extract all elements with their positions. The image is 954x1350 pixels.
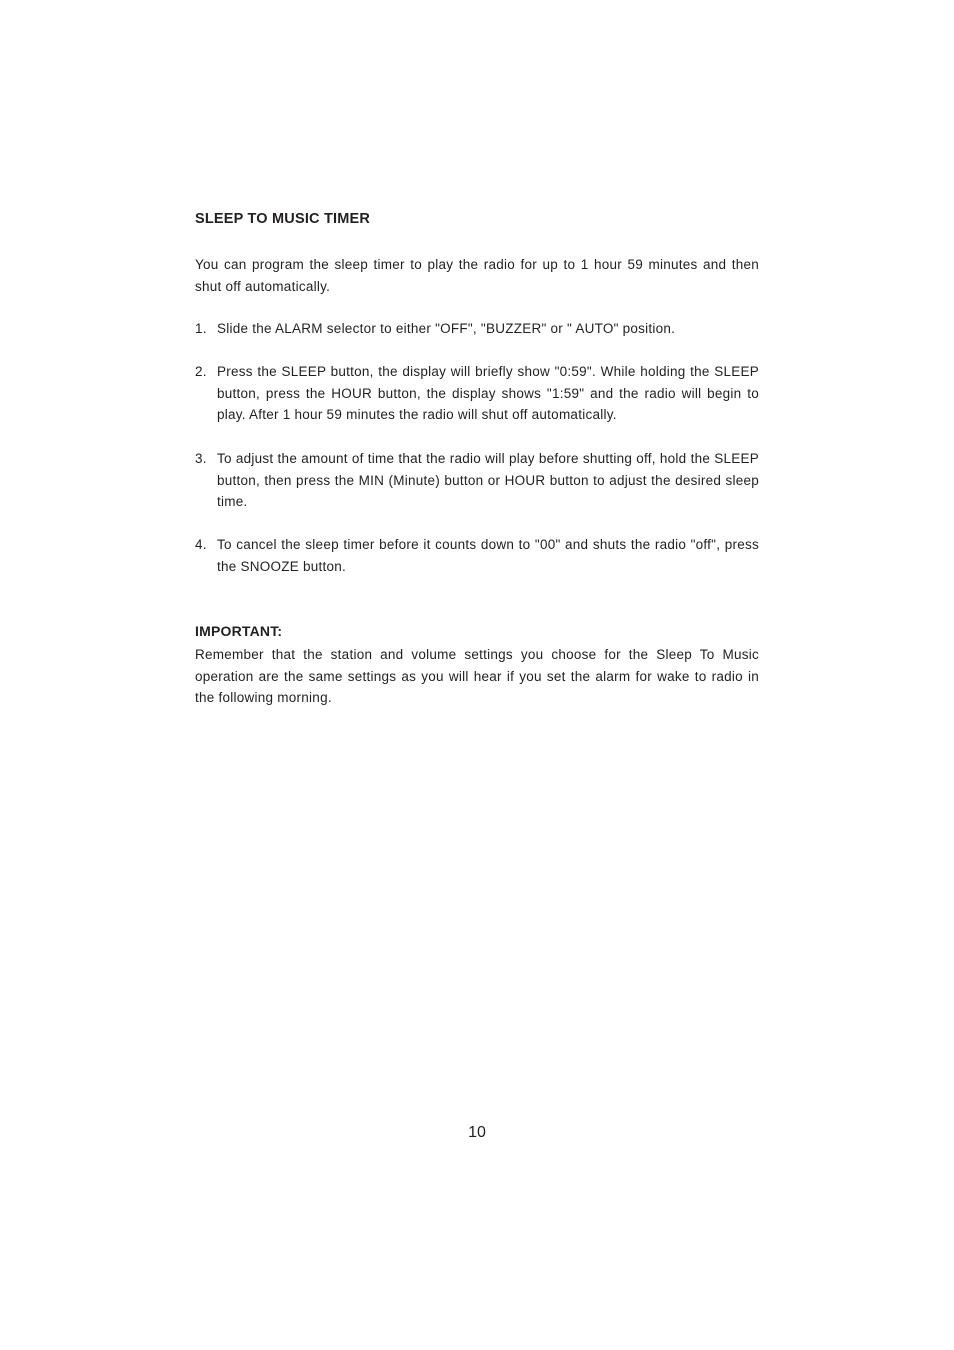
step-2-text: Press the SLEEP button, the display will briefly show "0:59". While holding the SLEEP button, press the HOUR button, the display shows "1:59" and the radio will begin to play. After 1 hour 59 minutes the radio will shut off automatically.: [217, 364, 759, 423]
intro-paragraph: You can program the sleep timer to play the radio for up to 1 hour 59 minutes and then shut off automatically.: [195, 257, 759, 294]
step-3-number: 3.: [195, 451, 207, 466]
step-1: [195, 318, 759, 340]
step-4-text: To cancel the sleep timer before it counts down to "00" and shuts the radio "off", press the SNOOZE button.: [217, 537, 759, 574]
step-2-number: 2.: [195, 364, 207, 379]
step-1-number: 1.: [195, 321, 207, 336]
important-text: Remember that the station and volume settings you choose for the Sleep To Music operation are the same settings as you will hear if you set the alarm for wake to radio in the following morning.: [195, 647, 759, 706]
step-3: [195, 448, 759, 513]
important-label: IMPORTANT:: [195, 623, 283, 639]
step-3-text: To adjust the amount of time that the radio will play before shutting off, hold the SLEEP button, then press the MIN (Minute) button or HOUR button to adjust the desired sleep time.: [217, 451, 759, 510]
step-2: [195, 361, 759, 426]
page-number: 10: [468, 1124, 486, 1141]
section-title: SLEEP TO MUSIC TIMER: [195, 211, 371, 227]
step-4-number: 4.: [195, 537, 207, 552]
step-4: [195, 534, 759, 577]
step-1-text: Slide the ALARM selector to either "OFF", "BUZZER" or " AUTO" position.: [217, 321, 676, 336]
